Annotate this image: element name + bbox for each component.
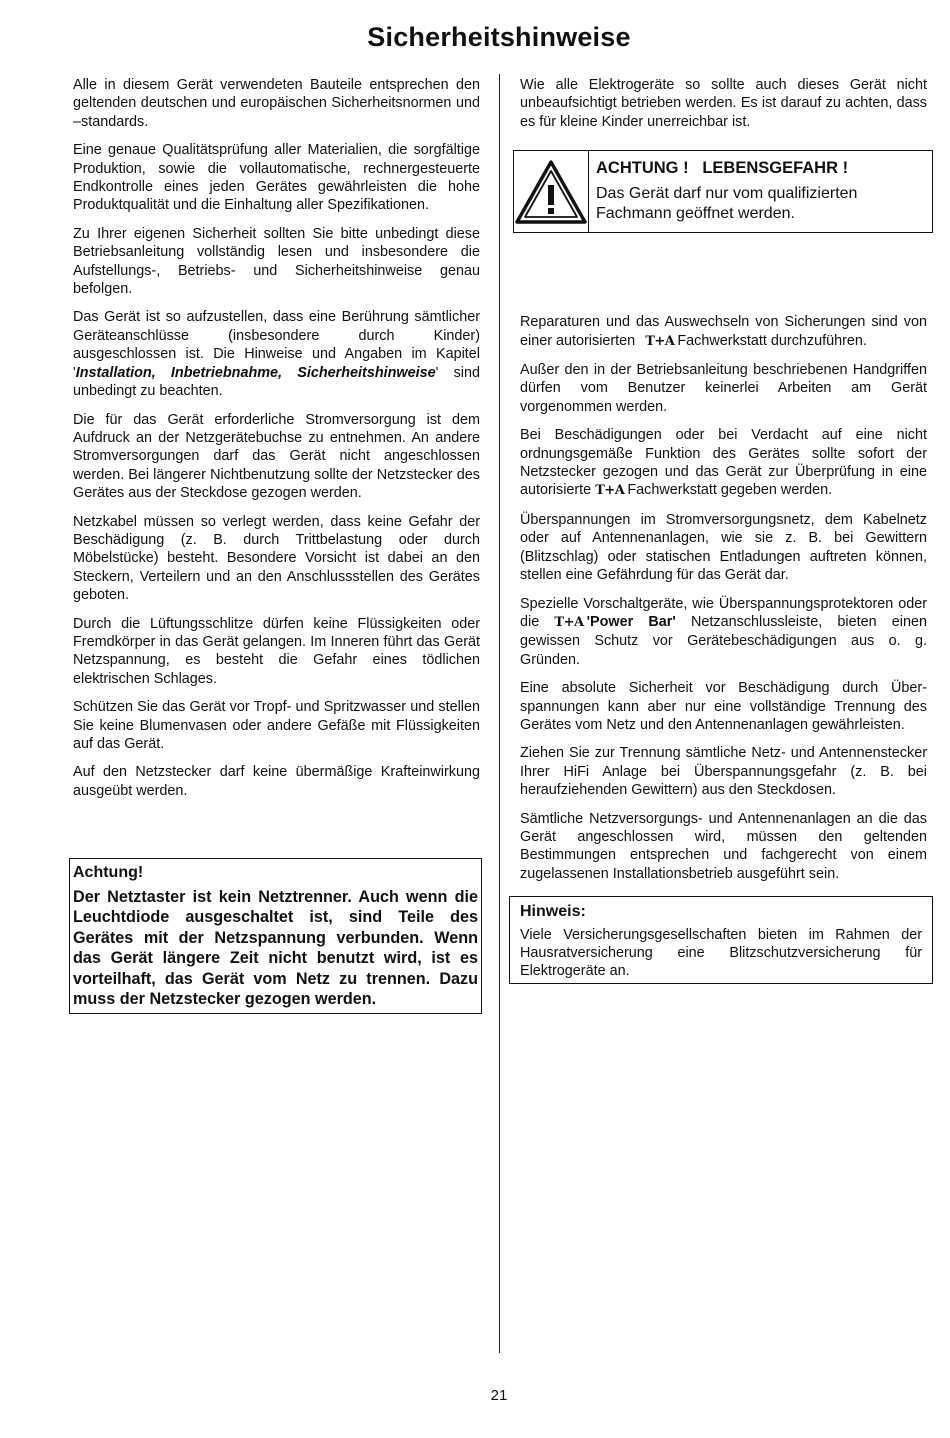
paragraph: Sämtliche Netzversorgungs- und Antennenanlagen an die das Gerät angeschlossen wird, müssen den geltenden Bestimmungen entsprechen und fachgerecht von einem zugelassenen Installationsbetrieb ausgeführt sein. bbox=[520, 810, 927, 882]
left-column bbox=[73, 76, 480, 810]
paragraph-text: Spezielle Vorschaltgeräte, wie Überspannungsprotektoren oder die bbox=[520, 595, 927, 630]
product-name: 'Power Bar' bbox=[586, 613, 676, 630]
paragraph-text: ' sind unbedingt zu beachten. bbox=[73, 364, 480, 400]
warning-box bbox=[513, 150, 933, 233]
paragraph-text: Fachwerkstatt durchzuführen. bbox=[677, 332, 867, 349]
paragraph bbox=[73, 308, 480, 400]
page-title: Sicherheitshinweise bbox=[367, 22, 631, 52]
chapter-reference: Installation, Inbetriebnahme, Sicherheitshinweise bbox=[75, 364, 436, 381]
warning-triangle-icon bbox=[514, 159, 588, 225]
paragraph: Schützen Sie das Gerät vor Tropf- und Spritzwasser und stellen Sie keine Blumenvasen oder andere Gefäße mit Flüssigkeiten auf das Gerät. bbox=[73, 699, 480, 752]
warning-icon-cell bbox=[514, 151, 589, 232]
paragraph-text: Das Gerät ist so aufzustellen, dass eine Berührung sämtlicher Geräteanschlüsse (insbesondere durch Kinder) ausgeschlossen ist. Die Hinweise und Angaben im Kapitel ' bbox=[73, 309, 480, 381]
paragraph-text: Bei Beschädigungen oder bei Verdacht auf eine nicht ordnungsgemäße Funktion des Gerätes sollte sofort der Netzstecker gezogen und das Gerät zur Überprüfung in eine autorisierte bbox=[520, 427, 927, 499]
paragraph: Wie alle Elektrogeräte so sollte auch dieses Gerät nicht unbeaufsichtigt betrieben werden. Es ist darauf zu achten, dass es für kleine Kinder unerreichbar ist. bbox=[520, 77, 927, 130]
paragraph: Überspannungen im Stromversorgungsnetz, dem Kabelnetz oder auf Antennenanlagen, wie sie z. B. bei Gewittern (Blitzschlag) oder statischen Entladungen auftreten können, stellen eine Gefährdung für das Gerät dar. bbox=[520, 511, 927, 584]
paragraph: Außer den in der Betriebsanleitung beschriebenen Handgriffen dürfen vom Benutzer keinerlei Arbeiten am Gerät vorgenommen werden. bbox=[520, 362, 927, 415]
attention-text: Der Netztaster ist kein Netztrenner. Auch wenn die Leuchtdiode ausgeschaltet ist, sind Teile des Gerätes mit der Netzspannung verbunden. Wenn das Gerät längere Zeit nicht benutzt wird, ist es vorteilhaft, das Gerät vom Netz zu trennen. Dazu muss der Netzstecker gezogen werden. bbox=[73, 888, 478, 1009]
warning-text-cell bbox=[589, 151, 932, 232]
paragraph-text: Fachwerkstatt gegeben werden. bbox=[627, 482, 833, 499]
paragraph bbox=[520, 313, 927, 351]
attention-title: Achtung! bbox=[73, 864, 144, 881]
hint-text: Viele Versicherungsgesellschaften bieten im Rahmen der Hausratversicherung eine Blitzschutzversicherung für Elektrogeräte an. bbox=[520, 927, 922, 980]
paragraph: Auf den Netzstecker darf keine übermäßige Krafteinwirkung ausgeübt werden. bbox=[73, 764, 480, 799]
attention-box bbox=[69, 858, 482, 1014]
hint-box bbox=[509, 896, 933, 984]
brand-logo: T+A bbox=[595, 483, 625, 499]
paragraph-text: Reparaturen und das Auswechseln von Sicherungen sind von einer autorisierten bbox=[520, 314, 927, 349]
paragraph bbox=[520, 426, 927, 501]
paragraph: Durch die Lüftungsschlitze dürfen keine Flüssigkeiten oder Fremdkörper in das Gerät gelangen. Im Inneren führt das Gerät Netzspannung, es besteht die Gefahr eines tödlichen elektrischen Schlages. bbox=[73, 615, 480, 687]
brand-logo: T+A bbox=[554, 614, 584, 630]
paragraph: Eine absolute Sicherheit vor Beschädigung durch Überspannungen kann aber nur eine vollständige Trennung des Gerätes vom Netz und den Antennenanlagen gewährleisten. bbox=[520, 680, 927, 733]
hint-title: Hinweis: bbox=[520, 903, 586, 920]
paragraph: Alle in diesem Gerät verwendeten Bauteile entsprechen den geltenden deutschen und europäischen Sicherheitsnormen und –standards. bbox=[73, 77, 480, 130]
warning-title: ACHTUNG ! LEBENSGEFAHR ! bbox=[596, 159, 849, 177]
brand-logo: T+A bbox=[645, 333, 675, 349]
warning-text: Das Gerät darf nur vom qualifizierten Fachmann geöffnet werden. bbox=[596, 185, 858, 222]
page-number: 21 bbox=[490, 1387, 508, 1404]
paragraph: Die für das Gerät erforderliche Stromversorgung ist dem Aufdruck an der Netzgerätebuchse zu entnehmen. An andere Stromversorgungen darf das Gerät nicht angeschlossen werden. Bei längerer Nichtbenutzung sollte der Netzstecker des Gerätes aus der Steckdose gezogen werden. bbox=[73, 411, 480, 502]
paragraph: Eine genaue Qualitätsprüfung aller Materialien, die sorgfältige Produktion, sowie die vollautomatische, rechnergesteuerte Endkontrolle eines jeden Gerätes gewährleisten die hohe Produktqualität und die Einhaltung aller Spezifikationen. bbox=[73, 142, 480, 214]
paragraph: Ziehen Sie zur Trennung sämtliche Netz- und Antennenstecker Ihrer HiFi Anlage bei Überspannungsgefahr (z. B. bei heraufziehenden Gewittern) aus den Steckdosen. bbox=[520, 745, 927, 799]
paragraph: Zu Ihrer eigenen Sicherheit sollten Sie bitte unbedingt diese Betriebsanleitung vollständig lesen und insbesondere die Aufstellungs-, Betriebs- und Sicherheitshinweise genau befolgen. bbox=[73, 225, 480, 298]
column-divider bbox=[499, 74, 500, 1353]
paragraph bbox=[520, 595, 927, 670]
paragraph-text: Netzanschlussleiste, bieten einen gewissen Schutz vor Gerätebeschädigungen aus o. g. Gründen. bbox=[520, 613, 928, 668]
paragraph: Netzkabel müssen so verlegt werden, dass keine Gefahr der Beschädigung (z. B. durch Trittbelastung oder durch Möbelstücke) besteht. Besondere Vorsicht ist dabei an den Steckern, Verteilern und an den Anschlussstellen des Gerätes geboten. bbox=[73, 513, 480, 604]
